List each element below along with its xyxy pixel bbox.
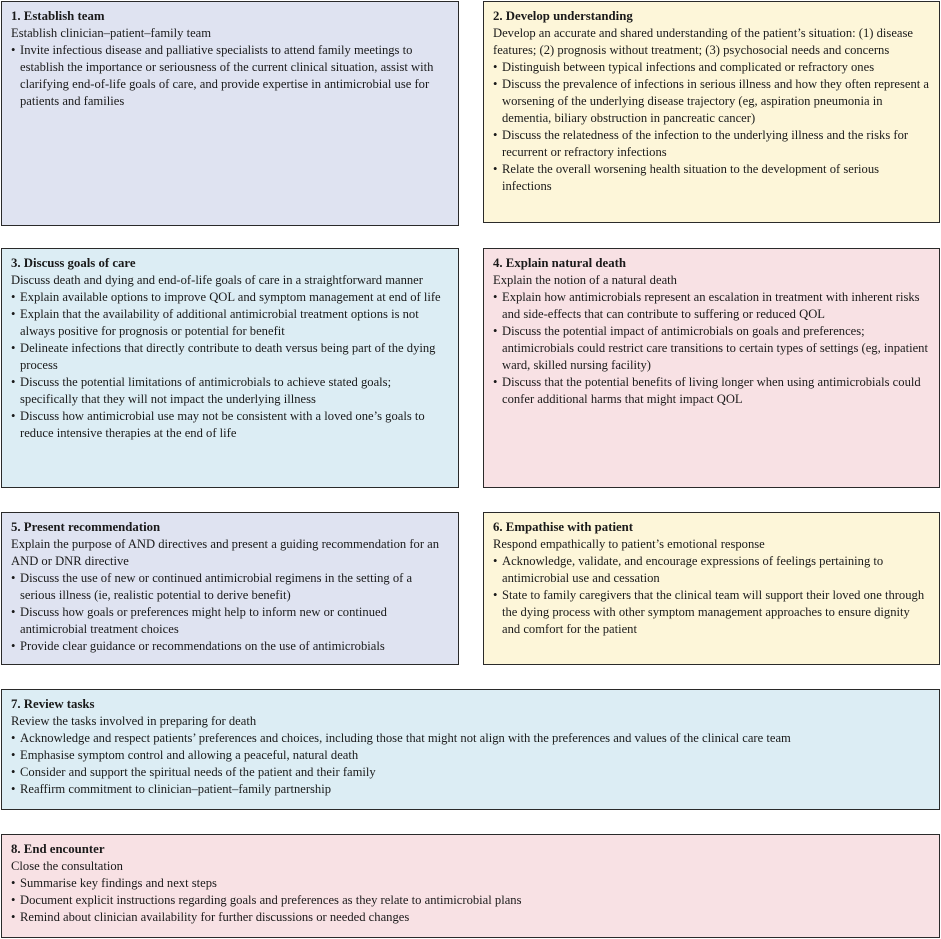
step-bullet-list [11, 570, 449, 655]
step-bullet: • Delineate infections that directly contribute to death versus being part of the dying process [11, 340, 449, 374]
step-bullet: • Document explicit instructions regarding goals and preferences as they relate to antimicrobial plans [11, 892, 930, 909]
step-intro: Discuss death and dying and end-of-life goals of care in a straightforward manner [11, 273, 423, 287]
step-bullet: • Relate the overall worsening health situation to the development of serious infections [493, 161, 930, 195]
step-bullet: • Discuss the potential impact of antimicrobials on goals and preferences; antimicrobials could restrict care transitions to certain types of settings (eg, inpatient ward, skilled nursing facility) [493, 323, 930, 374]
step-title: 1. Establish team [11, 9, 105, 23]
step-bullet-list [11, 42, 449, 110]
step-title: 3. Discuss goals of care [11, 256, 136, 270]
step-bullet-list [493, 553, 930, 638]
step-intro: Respond empathically to patient’s emotional response [493, 537, 765, 551]
step-title: 6. Empathise with patient [493, 520, 634, 534]
step-title: 7. Review tasks [11, 697, 95, 711]
step-title: 8. End encounter [11, 842, 105, 856]
step-bullet: • Acknowledge and respect patients’ preferences and choices, including those that might not align with the preferences and values of the clinical care team [11, 730, 930, 747]
step-bullet: • Discuss the use of new or continued antimicrobial regimens in the setting of a serious illness (ie, realistic potential to derive benefit) [11, 570, 449, 604]
step-box-present-recommendation [1, 512, 459, 665]
step-bullet: • Explain available options to improve QOL and symptom management at end of life [11, 289, 449, 306]
step-bullet-list [493, 289, 930, 408]
step-bullet: • Explain how antimicrobials represent an escalation in treatment with inherent risks and side-effects that can contribute to suffering or reduced QOL [493, 289, 930, 323]
step-bullet: • Discuss how goals or preferences might help to inform new or continued antimicrobial treatment choices [11, 604, 449, 638]
step-box-end-encounter [1, 834, 940, 938]
step-intro: Explain the purpose of AND directives and present a guiding recommendation for an AND or DNR directive [11, 537, 440, 568]
step-intro: Develop an accurate and shared understanding of the patient’s situation: (1) disease features; (2) prognosis without treatment; (3) psychosocial needs and concerns [493, 26, 913, 57]
step-bullet: • Distinguish between typical infections and complicated or refractory ones [493, 59, 930, 76]
step-bullet-list [11, 289, 449, 442]
step-intro: Review the tasks involved in preparing for death [11, 714, 257, 728]
step-box-explain-natural-death [483, 248, 940, 488]
step-box-empathise-with-patient [483, 512, 940, 665]
step-bullet: • State to family caregivers that the clinical team will support their loved one through the dying process with other symptom management approaches to ensure dignity and comfort for the patient [493, 587, 930, 638]
step-bullet-list [11, 730, 930, 798]
step-intro: Close the consultation [11, 859, 123, 873]
step-title: 5. Present recommendation [11, 520, 161, 534]
step-box-review-tasks [1, 689, 940, 810]
step-bullet: • Invite infectious disease and palliative specialists to attend family meetings to establish the importance or seriousness of the current clinical situation, assist with clarifying end-of-life goals of care, and provide expertise in antimicrobial use for patients and families [11, 42, 449, 110]
step-bullet: • Remind about clinician availability for further discussions or needed changes [11, 909, 930, 926]
step-title: 4. Explain natural death [493, 256, 626, 270]
step-bullet-list [493, 59, 930, 195]
step-bullet: • Explain that the availability of additional antimicrobial treatment options is not always positive for prognosis or potential for benefit [11, 306, 449, 340]
step-bullet: • Discuss that the potential benefits of living longer when using antimicrobials could confer additional harms that might impact QOL [493, 374, 930, 408]
step-bullet: • Summarise key findings and next steps [11, 875, 930, 892]
step-bullet: • Provide clear guidance or recommendations on the use of antimicrobials [11, 638, 449, 655]
step-intro: Explain the notion of a natural death [493, 273, 677, 287]
step-box-develop-understanding [483, 1, 940, 223]
step-intro: Establish clinician–patient–family team [11, 26, 212, 40]
step-box-discuss-goals-of-care [1, 248, 459, 488]
step-bullet: • Discuss the relatedness of the infection to the underlying illness and the risks for recurrent or refractory infections [493, 127, 930, 161]
step-bullet: • Acknowledge, validate, and encourage expressions of feelings pertaining to antimicrobial use and cessation [493, 553, 930, 587]
step-box-establish-team [1, 1, 459, 226]
step-bullet: • Emphasise symptom control and allowing a peaceful, natural death [11, 747, 930, 764]
step-bullet: • Reaffirm commitment to clinician–patient–family partnership [11, 781, 930, 798]
step-bullet: • Discuss how antimicrobial use may not be consistent with a loved one’s goals to reduce intensive therapies at the end of life [11, 408, 449, 442]
step-bullet: • Consider and support the spiritual needs of the patient and their family [11, 764, 930, 781]
step-bullet-list [11, 875, 930, 926]
step-title: 2. Develop understanding [493, 9, 633, 23]
step-bullet: • Discuss the prevalence of infections in serious illness and how they often represent a worsening of the underlying disease trajectory (eg, aspiration pneumonia in dementia, biliary obstruction in pancreatic cancer) [493, 76, 930, 127]
step-bullet: • Discuss the potential limitations of antimicrobials to achieve stated goals; specifically that they will not impact the underlying illness [11, 374, 449, 408]
